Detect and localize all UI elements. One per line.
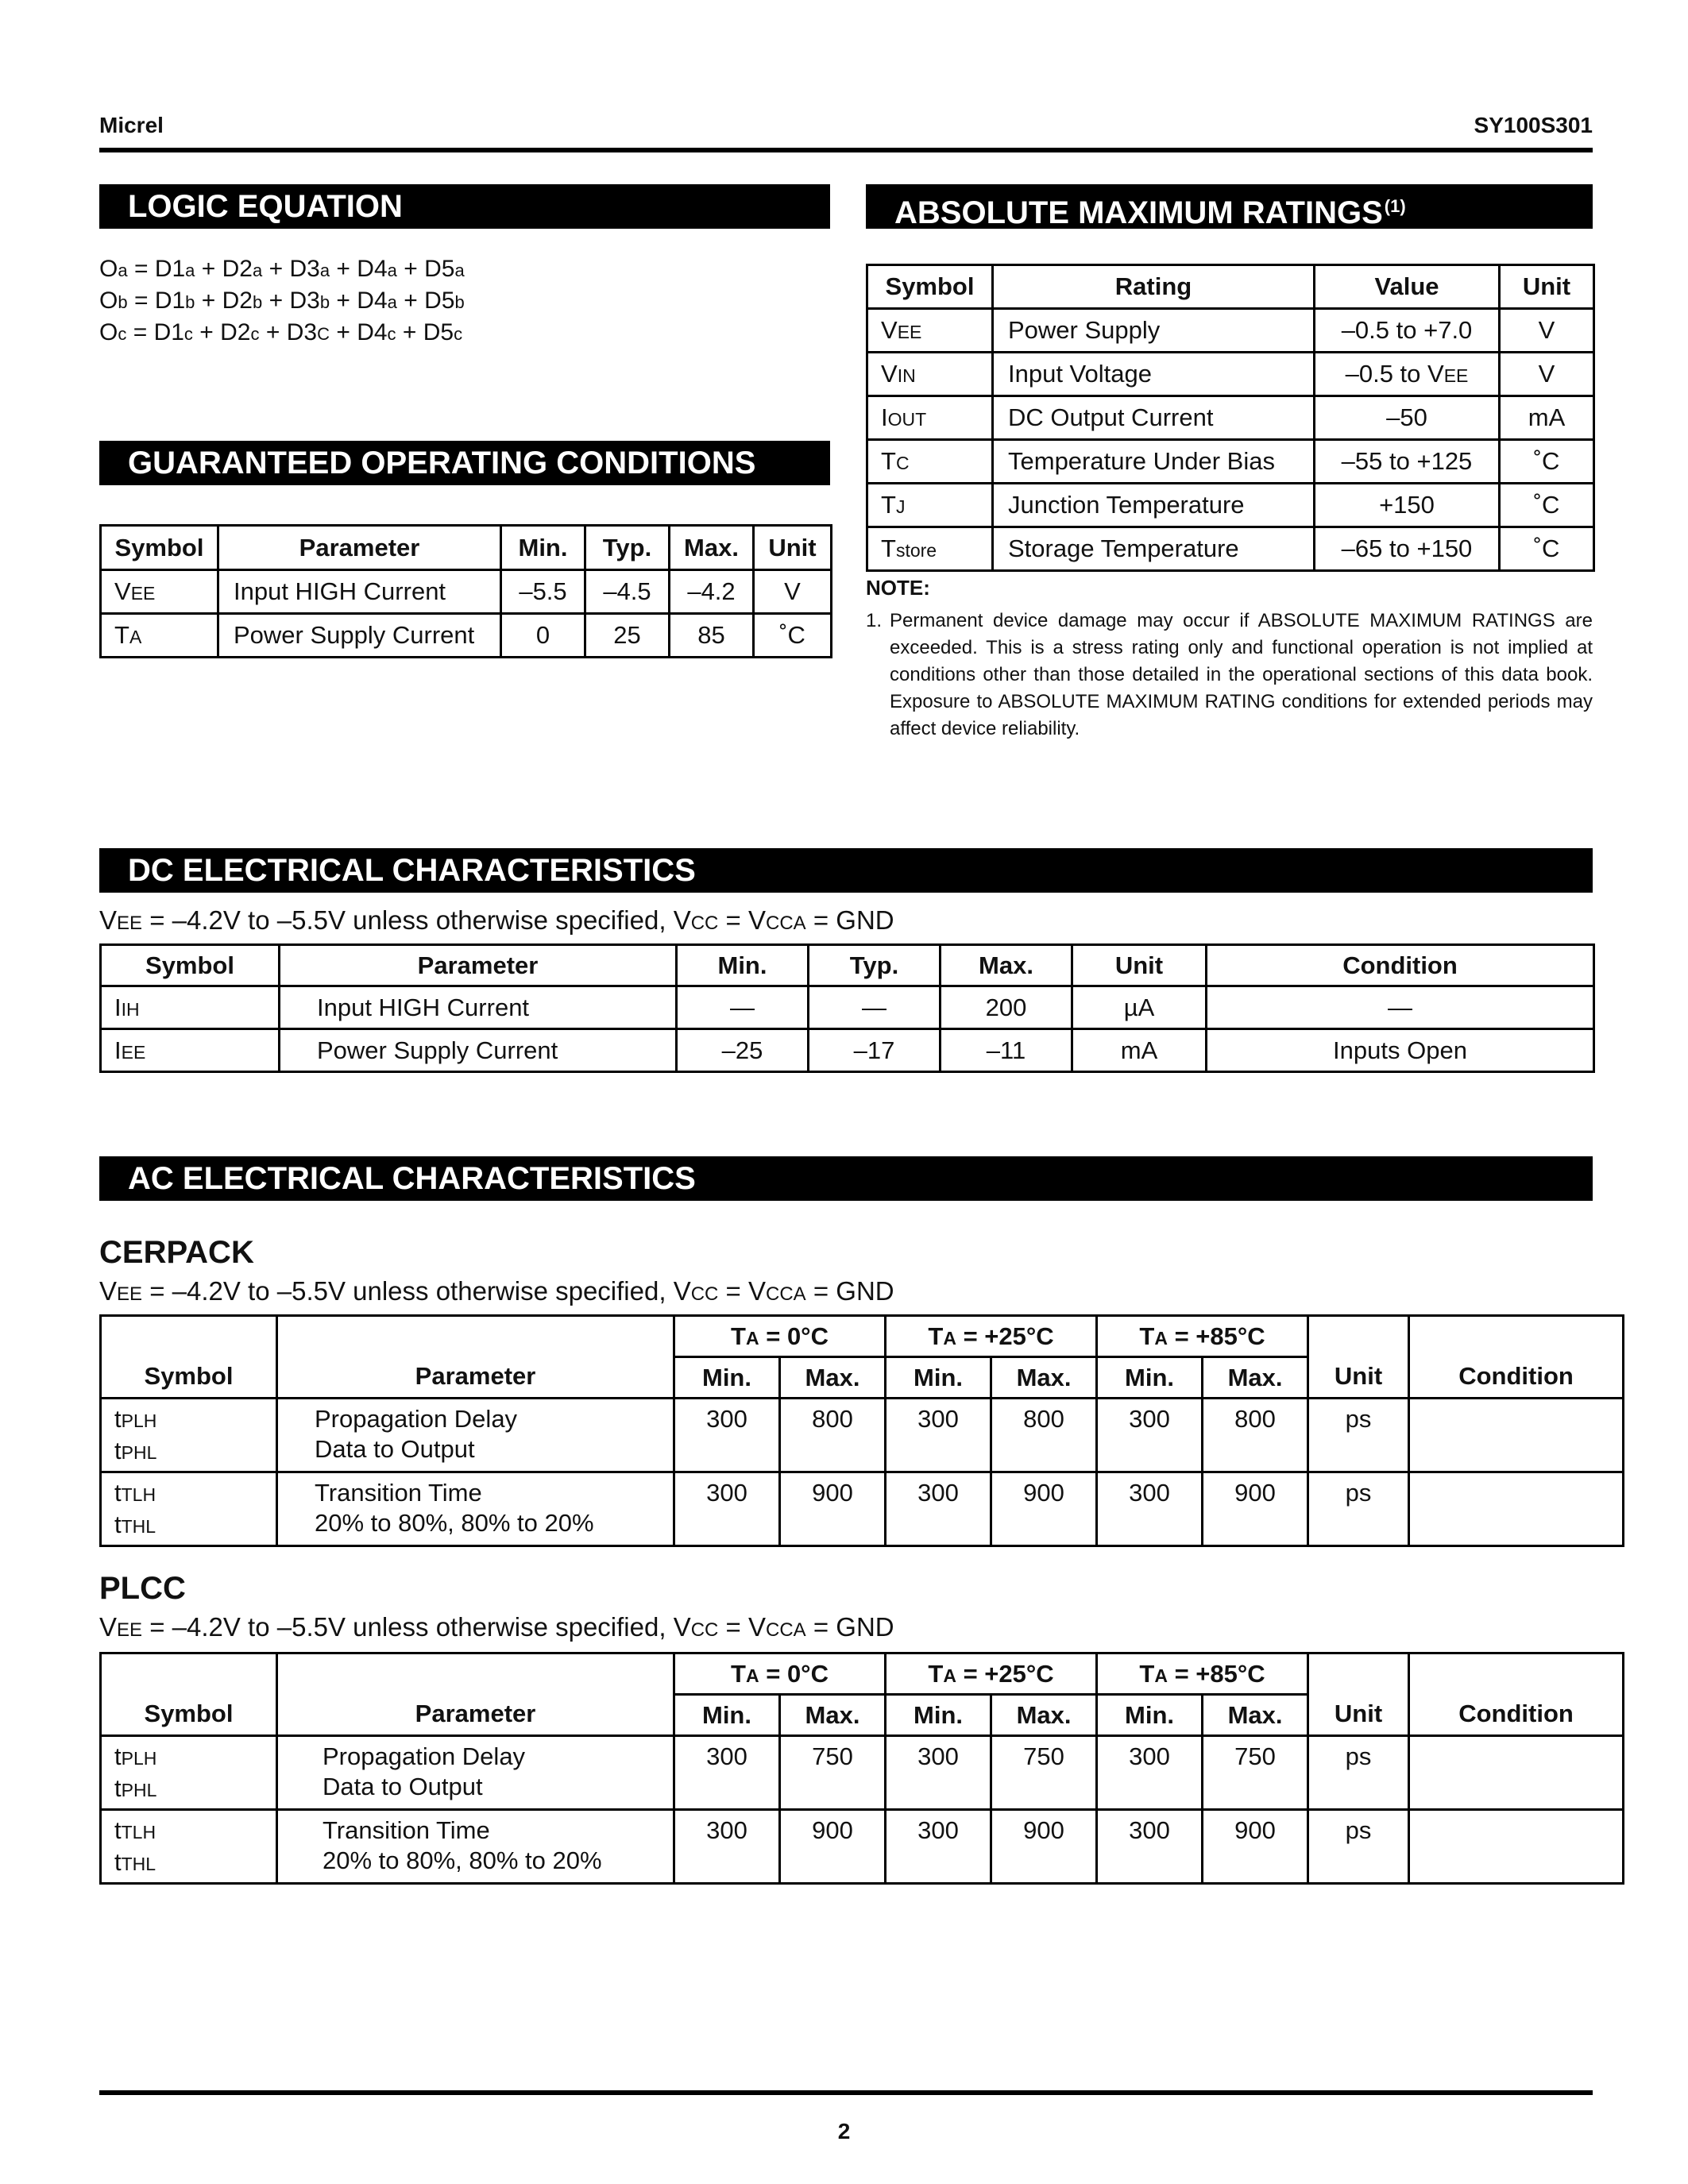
header-parameter: Parameter xyxy=(277,1653,674,1736)
unit-cell: mA xyxy=(1072,1029,1207,1072)
header-symbol: Symbol xyxy=(101,526,218,570)
symbol-cell: tTLH tTHL xyxy=(101,1472,277,1546)
table-row xyxy=(101,986,1594,1029)
dc-characteristics-heading: DC ELECTRICAL CHARACTERISTICS xyxy=(99,848,1593,893)
header-typ: Typ. xyxy=(809,945,941,986)
unit-cell: ps xyxy=(1308,1472,1409,1546)
unit-cell: ˚C xyxy=(1500,527,1594,571)
max-cell: 800 xyxy=(1203,1399,1308,1472)
typ-cell: 25 xyxy=(585,614,670,658)
typ-cell: –4.5 xyxy=(585,570,670,614)
symbol-cell: IOUT xyxy=(867,396,993,440)
max-cell: 85 xyxy=(670,614,754,658)
value-cell: –55 to +125 xyxy=(1315,440,1500,484)
table-row xyxy=(867,527,1594,571)
header-min: Min. xyxy=(1097,1357,1203,1399)
max-cell: –4.2 xyxy=(670,570,754,614)
value-cell: –50 xyxy=(1315,396,1500,440)
max-cell: 750 xyxy=(1203,1736,1308,1810)
parameter-cell: Transition Time 20% to 80%, 80% to 20% xyxy=(277,1810,674,1884)
plcc-ac-table xyxy=(99,1652,1624,1885)
typ-cell: — xyxy=(809,986,941,1029)
max-cell: 900 xyxy=(780,1472,886,1546)
header-unit: Unit xyxy=(1072,945,1207,986)
plcc-subheading: PLCC xyxy=(99,1571,186,1606)
header-min: Min. xyxy=(886,1695,991,1736)
temperature-group-header: TA = +25°C xyxy=(886,1653,1097,1695)
table-row xyxy=(101,1736,1624,1810)
footer-rule xyxy=(99,2090,1593,2095)
condition-cell xyxy=(1409,1472,1624,1546)
parameter-cell: Power Supply Current xyxy=(280,1029,677,1072)
company-name: Micrel xyxy=(99,113,164,137)
header-rule xyxy=(99,148,1593,152)
symbol-cell: Tstore xyxy=(867,527,993,571)
equation-line: Oc = D1c + D2c + D3C + D4c + D5c xyxy=(99,319,463,345)
min-cell: 300 xyxy=(886,1472,991,1546)
table-row xyxy=(101,1399,1624,1472)
table-row xyxy=(101,1029,1594,1072)
temperature-group-header: TA = 0°C xyxy=(674,1653,886,1695)
value-cell: –0.5 to +7.0 xyxy=(1315,309,1500,353)
min-cell: 300 xyxy=(886,1736,991,1810)
table-row xyxy=(867,396,1594,440)
symbol-cell: VEE xyxy=(101,570,218,614)
value-cell: +150 xyxy=(1315,484,1500,527)
unit-cell: ˚C xyxy=(754,614,832,658)
condition-cell xyxy=(1409,1736,1624,1810)
header-symbol: Symbol xyxy=(867,265,993,309)
header-min: Min. xyxy=(886,1357,991,1399)
header-min: Min. xyxy=(501,526,585,570)
parameter-cell: Propagation Delay Data to Output xyxy=(277,1399,674,1472)
min-cell: 300 xyxy=(674,1810,780,1884)
note-heading: NOTE: xyxy=(866,576,930,600)
typ-cell: –17 xyxy=(809,1029,941,1072)
equation-line: Oa = D1a + D2a + D3a + D4a + D5a xyxy=(99,256,465,282)
header-min: Min. xyxy=(674,1695,780,1736)
condition-cell: — xyxy=(1207,986,1594,1029)
header-unit: Unit xyxy=(1308,1316,1409,1399)
max-cell: 750 xyxy=(780,1736,886,1810)
parameter-cell: Input HIGH Current xyxy=(218,570,501,614)
absolute-max-table xyxy=(866,264,1595,572)
table-row xyxy=(101,1810,1624,1884)
unit-cell: V xyxy=(754,570,832,614)
header-condition: Condition xyxy=(1409,1653,1624,1736)
table-row xyxy=(101,1472,1624,1546)
min-cell: –25 xyxy=(677,1029,809,1072)
symbol-cell: VIN xyxy=(867,353,993,396)
header-max: Max. xyxy=(991,1357,1097,1399)
unit-cell: ˚C xyxy=(1500,484,1594,527)
max-cell: 900 xyxy=(1203,1810,1308,1884)
header-max: Max. xyxy=(1203,1357,1308,1399)
min-cell: 300 xyxy=(674,1472,780,1546)
max-cell: 900 xyxy=(780,1810,886,1884)
min-cell: –5.5 xyxy=(501,570,585,614)
symbol-cell: IIH xyxy=(101,986,280,1029)
cerpack-ac-table xyxy=(99,1314,1624,1547)
symbol-cell: VEE xyxy=(867,309,993,353)
header-rating: Rating xyxy=(993,265,1315,309)
min-cell: 300 xyxy=(674,1736,780,1810)
unit-cell: V xyxy=(1500,353,1594,396)
value-cell: –65 to +150 xyxy=(1315,527,1500,571)
min-cell: 300 xyxy=(1097,1810,1203,1884)
absolute-max-heading: ABSOLUTE MAXIMUM RATINGS$^{(1)}$ xyxy=(866,184,1593,229)
table-row xyxy=(867,440,1594,484)
max-cell: 200 xyxy=(941,986,1072,1029)
symbol-cell: tPLH tPHL xyxy=(101,1736,277,1810)
table-row xyxy=(867,309,1594,353)
value-cell: –0.5 to VEE xyxy=(1315,353,1500,396)
min-cell: 300 xyxy=(1097,1399,1203,1472)
rating-cell: Storage Temperature xyxy=(993,527,1315,571)
header-min: Min. xyxy=(1097,1695,1203,1736)
ac-characteristics-heading: AC ELECTRICAL CHARACTERISTICS xyxy=(99,1156,1593,1201)
header-unit: Unit xyxy=(1500,265,1594,309)
rating-cell: Input Voltage xyxy=(993,353,1315,396)
max-cell: 900 xyxy=(1203,1472,1308,1546)
condition-cell: Inputs Open xyxy=(1207,1029,1594,1072)
temperature-group-header: TA = 0°C xyxy=(674,1316,886,1357)
temperature-group-header: TA = +85°C xyxy=(1097,1316,1308,1357)
unit-cell: V xyxy=(1500,309,1594,353)
header-max: Max. xyxy=(1203,1695,1308,1736)
dc-characteristics-table xyxy=(99,943,1595,1073)
header-max: Max. xyxy=(670,526,754,570)
parameter-cell: Transition Time 20% to 80%, 80% to 20% xyxy=(277,1472,674,1546)
cerpack-subheading: CERPACK xyxy=(99,1235,254,1270)
header-value: Value xyxy=(1315,265,1500,309)
parameter-cell: Power Supply Current xyxy=(218,614,501,658)
min-cell: 300 xyxy=(886,1399,991,1472)
symbol-cell: TJ xyxy=(867,484,993,527)
equation-line: Ob = D1b + D2b + D3b + D4a + D5b xyxy=(99,287,465,314)
part-number: SY100S301 xyxy=(1474,113,1593,137)
header-max: Max. xyxy=(941,945,1072,986)
temperature-group-header: TA = +85°C xyxy=(1097,1653,1308,1695)
header-parameter: Parameter xyxy=(277,1316,674,1399)
unit-cell: ps xyxy=(1308,1399,1409,1472)
max-cell: 800 xyxy=(991,1399,1097,1472)
parameter-cell: Input HIGH Current xyxy=(280,986,677,1029)
max-cell: 900 xyxy=(991,1472,1097,1546)
symbol-cell: TA xyxy=(101,614,218,658)
min-cell: 300 xyxy=(1097,1736,1203,1810)
max-cell: 750 xyxy=(991,1736,1097,1810)
note-body xyxy=(866,608,1593,743)
parameter-cell: Propagation Delay Data to Output xyxy=(277,1736,674,1810)
dc-conditions-line: VEE = –4.2V to –5.5V unless otherwise specified, VCC = VCCA = GND xyxy=(99,905,894,935)
plcc-conditions-line: VEE = –4.2V to –5.5V unless otherwise specified, VCC = VCCA = GND xyxy=(99,1612,894,1642)
unit-cell: ps xyxy=(1308,1736,1409,1810)
table-row xyxy=(867,353,1594,396)
header-min: Min. xyxy=(674,1357,780,1399)
rating-cell: Junction Temperature xyxy=(993,484,1315,527)
note-text: Permanent device damage may occur if ABSOLUTE MAXIMUM RATINGS are exceeded. This is a stress rating only and functional operation is not implied at conditions other than those detailed in the operational sections of this data book. Exposure to ABSOLUTE MAXIMUM RATING conditions for extended periods may affect device reliability. xyxy=(890,610,1593,739)
unit-cell: µA xyxy=(1072,986,1207,1029)
header-parameter: Parameter xyxy=(280,945,677,986)
rating-cell: DC Output Current xyxy=(993,396,1315,440)
symbol-cell: tPLH tPHL xyxy=(101,1399,277,1472)
guaranteed-conditions-table xyxy=(99,524,832,658)
header-unit: Unit xyxy=(754,526,832,570)
symbol-cell: IEE xyxy=(101,1029,280,1072)
unit-cell: ps xyxy=(1308,1810,1409,1884)
table-row xyxy=(101,614,832,658)
logic-equation-heading: LOGIC EQUATION xyxy=(99,184,830,229)
note-number: 1. xyxy=(866,610,883,631)
page-number: 2 xyxy=(837,2119,851,2143)
max-cell: –11 xyxy=(941,1029,1072,1072)
header-min: Min. xyxy=(677,945,809,986)
table-row xyxy=(101,570,832,614)
header-unit: Unit xyxy=(1308,1653,1409,1736)
condition-cell xyxy=(1409,1399,1624,1472)
max-cell: 800 xyxy=(780,1399,886,1472)
min-cell: 0 xyxy=(501,614,585,658)
min-cell: 300 xyxy=(1097,1472,1203,1546)
table-row xyxy=(867,484,1594,527)
unit-cell: mA xyxy=(1500,396,1594,440)
condition-cell xyxy=(1409,1810,1624,1884)
header-parameter: Parameter xyxy=(218,526,501,570)
min-cell: 300 xyxy=(886,1810,991,1884)
header-symbol: Symbol xyxy=(101,1316,277,1399)
header-max: Max. xyxy=(780,1357,886,1399)
min-cell: — xyxy=(677,986,809,1029)
header-condition: Condition xyxy=(1207,945,1594,986)
header-max: Max. xyxy=(991,1695,1097,1736)
rating-cell: Temperature Under Bias xyxy=(993,440,1315,484)
temperature-group-header: TA = +25°C xyxy=(886,1316,1097,1357)
unit-cell: ˚C xyxy=(1500,440,1594,484)
header-symbol: Symbol xyxy=(101,945,280,986)
symbol-cell: TC xyxy=(867,440,993,484)
header-max: Max. xyxy=(780,1695,886,1736)
header-condition: Condition xyxy=(1409,1316,1624,1399)
symbol-cell: tTLH tTHL xyxy=(101,1810,277,1884)
max-cell: 900 xyxy=(991,1810,1097,1884)
cerpack-conditions-line: VEE = –4.2V to –5.5V unless otherwise specified, VCC = VCCA = GND xyxy=(99,1276,894,1306)
rating-cell: Power Supply xyxy=(993,309,1315,353)
header-typ: Typ. xyxy=(585,526,670,570)
min-cell: 300 xyxy=(674,1399,780,1472)
logic-equations xyxy=(99,254,465,349)
guaranteed-conditions-heading: GUARANTEED OPERATING CONDITIONS xyxy=(99,441,830,485)
header-symbol: Symbol xyxy=(101,1653,277,1736)
